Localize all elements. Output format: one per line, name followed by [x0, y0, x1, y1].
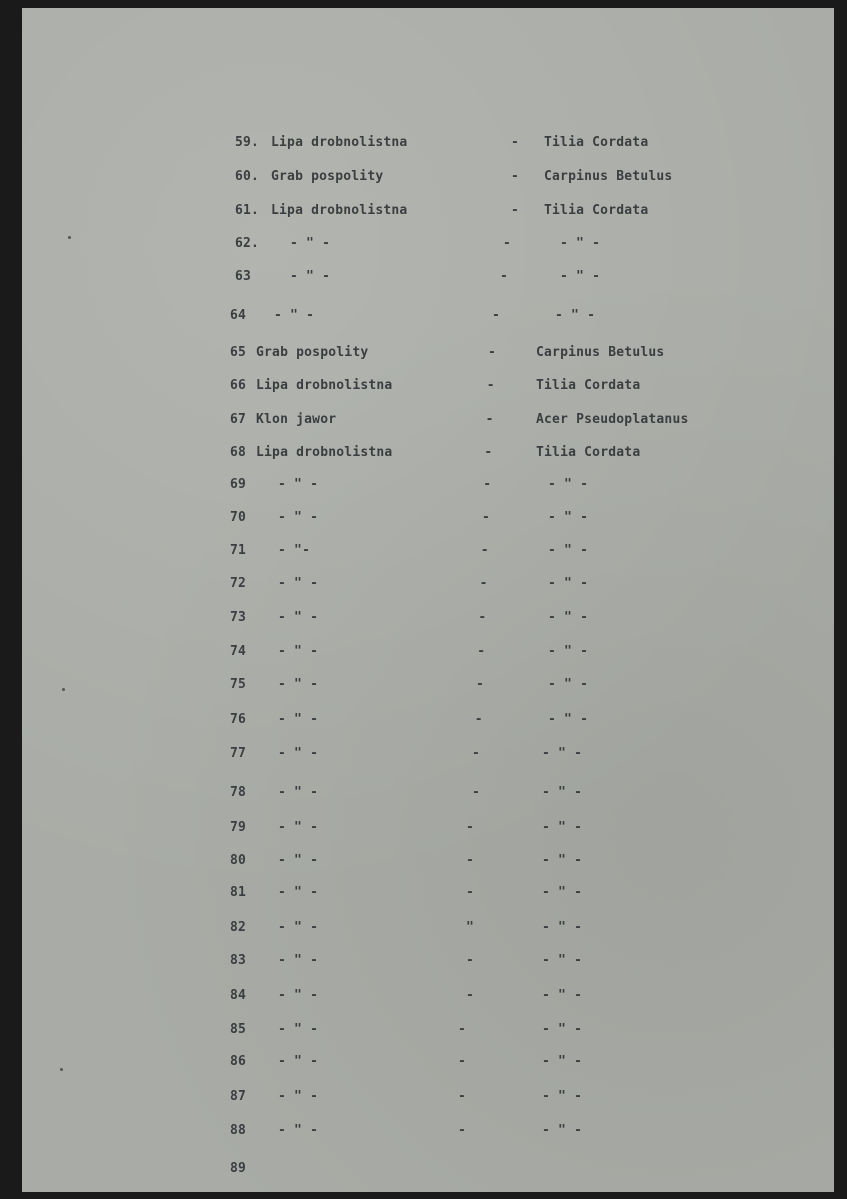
- list-item: [230, 1022, 834, 1044]
- separator-dash: -: [476, 677, 485, 692]
- separator-dash: -: [500, 269, 509, 284]
- list-item: [230, 677, 834, 699]
- list-item: [230, 378, 834, 400]
- polish-name: - " -: [278, 953, 319, 968]
- separator-dash: -: [482, 510, 491, 525]
- polish-name: - " -: [278, 576, 319, 591]
- polish-name: - " -: [278, 1054, 319, 1069]
- separator-dash: -: [511, 203, 520, 218]
- row-number: 59.: [235, 135, 260, 150]
- list-item: [230, 1054, 834, 1076]
- latin-name: - " -: [555, 308, 596, 323]
- polish-name: Grab pospolity: [256, 345, 369, 360]
- list-item: [230, 820, 834, 842]
- list-item: [235, 269, 834, 291]
- paper-speck: [68, 236, 71, 239]
- paper-speck: [60, 1068, 63, 1071]
- latin-name: - " -: [560, 269, 601, 284]
- latin-name: - " -: [542, 953, 583, 968]
- list-item: [230, 953, 834, 975]
- polish-name: - " -: [278, 785, 319, 800]
- separator-dash: -: [480, 543, 489, 558]
- latin-name: - " -: [542, 1054, 583, 1069]
- list-item: [235, 135, 834, 157]
- row-number: 87: [230, 1089, 247, 1104]
- row-number: 83: [230, 953, 247, 968]
- polish-name: - " -: [278, 1089, 319, 1104]
- separator-dash: -: [458, 1022, 467, 1037]
- row-number: 68: [230, 445, 247, 460]
- latin-name: - " -: [542, 885, 583, 900]
- separator-dash: -: [479, 576, 488, 591]
- separator-dash: -: [511, 135, 520, 150]
- latin-name: Carpinus Betulus: [544, 169, 673, 184]
- separator-dash: -: [466, 853, 475, 868]
- row-number: 85: [230, 1022, 247, 1037]
- polish-name: - " -: [278, 610, 319, 625]
- latin-name: - " -: [542, 746, 583, 761]
- row-number: 89: [230, 1161, 247, 1176]
- polish-name: - " -: [278, 712, 319, 727]
- row-number: 60.: [235, 169, 260, 184]
- latin-name: - " -: [542, 785, 583, 800]
- row-number: 65: [230, 345, 247, 360]
- row-number: 88: [230, 1123, 247, 1138]
- row-number: 79: [230, 820, 247, 835]
- separator-dash: -: [466, 820, 475, 835]
- separator-dash: -: [478, 610, 487, 625]
- separator-dash: -: [458, 1054, 467, 1069]
- row-number: 71: [230, 543, 247, 558]
- polish-name: - " -: [278, 820, 319, 835]
- list-item: [230, 510, 834, 532]
- row-number: 70: [230, 510, 247, 525]
- latin-name: - " -: [542, 820, 583, 835]
- list-item: [230, 712, 834, 734]
- latin-name: - " -: [548, 477, 589, 492]
- latin-name: Tilia Cordata: [544, 135, 649, 150]
- list-item: [230, 308, 834, 330]
- polish-name: Lipa drobnolistna: [256, 445, 393, 460]
- separator-dash: -: [458, 1123, 467, 1138]
- latin-name: - " -: [542, 1022, 583, 1037]
- list-item: [230, 543, 834, 565]
- row-number: 82: [230, 920, 247, 935]
- polish-name: Grab pospolity: [271, 169, 384, 184]
- separator-dash: -: [477, 644, 486, 659]
- polish-name: - " -: [274, 308, 315, 323]
- polish-name: - " -: [278, 644, 319, 659]
- row-number: 72: [230, 576, 247, 591]
- separator-dash: -: [458, 1089, 467, 1104]
- polish-name: - " -: [278, 677, 319, 692]
- separator-dash: -: [485, 412, 494, 427]
- polish-name: - " -: [278, 920, 319, 935]
- separator-dash: -: [492, 308, 501, 323]
- row-number: 64: [230, 308, 247, 323]
- list-item: [230, 920, 834, 942]
- latin-name: - " -: [548, 510, 589, 525]
- latin-name: - " -: [560, 236, 601, 251]
- separator-dash: -: [486, 378, 495, 393]
- latin-name: Tilia Cordata: [536, 378, 641, 393]
- latin-name: Tilia Cordata: [536, 445, 641, 460]
- row-number: 74: [230, 644, 247, 659]
- latin-name: Tilia Cordata: [544, 203, 649, 218]
- separator-dash: -: [472, 746, 481, 761]
- latin-name: - " -: [548, 543, 589, 558]
- row-number: 66: [230, 378, 247, 393]
- list-item: [230, 1089, 834, 1111]
- separator-dash: -: [488, 345, 497, 360]
- list-item: [230, 746, 834, 768]
- row-number: 73: [230, 610, 247, 625]
- row-number: 81: [230, 885, 247, 900]
- polish-name: - " -: [278, 885, 319, 900]
- latin-name: - " -: [548, 677, 589, 692]
- document-page: [22, 8, 834, 1192]
- list-item: [235, 169, 834, 191]
- paper-speck: [62, 688, 65, 691]
- row-number: 62.: [235, 236, 260, 251]
- polish-name: - " -: [278, 988, 319, 1003]
- row-number: 69: [230, 477, 247, 492]
- list-item: [230, 1161, 834, 1183]
- separator-dash: -: [472, 785, 481, 800]
- row-number: 80: [230, 853, 247, 868]
- row-number: 75: [230, 677, 247, 692]
- polish-name: - " -: [278, 1123, 319, 1138]
- row-number: 86: [230, 1054, 247, 1069]
- list-item: [230, 1123, 834, 1145]
- latin-name: - " -: [548, 644, 589, 659]
- polish-name: Klon jawor: [256, 412, 337, 427]
- latin-name: - " -: [548, 576, 589, 591]
- separator-dash: -: [484, 445, 493, 460]
- latin-name: - " -: [542, 853, 583, 868]
- list-item: [230, 610, 834, 632]
- row-number: 78: [230, 785, 247, 800]
- separator-dash: -: [466, 953, 475, 968]
- separator-dash: -: [466, 988, 475, 1003]
- separator-dash: -: [474, 712, 483, 727]
- list-item: [230, 785, 834, 807]
- list-item: [230, 988, 834, 1010]
- polish-name: - " -: [290, 269, 331, 284]
- list-item: [230, 345, 834, 367]
- polish-name: Lipa drobnolistna: [271, 203, 408, 218]
- latin-name: - " -: [548, 712, 589, 727]
- list-item: [230, 853, 834, 875]
- separator-dash: -: [466, 885, 475, 900]
- list-item: [230, 412, 834, 434]
- latin-name: - " -: [542, 1089, 583, 1104]
- latin-name: - " -: [542, 988, 583, 1003]
- polish-name: - " -: [278, 746, 319, 761]
- latin-name: Carpinus Betulus: [536, 345, 665, 360]
- row-number: 77: [230, 746, 247, 761]
- row-number: 61.: [235, 203, 260, 218]
- latin-name: - " -: [542, 1123, 583, 1138]
- polish-name: Lipa drobnolistna: [271, 135, 408, 150]
- list-item: [230, 445, 834, 467]
- polish-name: - " -: [278, 510, 319, 525]
- row-number: 76: [230, 712, 247, 727]
- separator-dash: -: [483, 477, 492, 492]
- latin-name: Acer Pseudoplatanus: [536, 412, 689, 427]
- list-item: [230, 477, 834, 499]
- list-item: [230, 576, 834, 598]
- separator-dash: -: [511, 169, 520, 184]
- row-number: 84: [230, 988, 247, 1003]
- separator-dash: ": [466, 920, 475, 935]
- separator-dash: -: [503, 236, 512, 251]
- latin-name: - " -: [548, 610, 589, 625]
- polish-name: - " -: [278, 477, 319, 492]
- list-item: [230, 644, 834, 666]
- row-number: 63: [235, 269, 252, 284]
- latin-name: - " -: [542, 920, 583, 935]
- polish-name: - " -: [278, 853, 319, 868]
- list-item: [230, 885, 834, 907]
- list-item: [235, 203, 834, 225]
- polish-name: Lipa drobnolistna: [256, 378, 393, 393]
- polish-name: - " -: [278, 1022, 319, 1037]
- list-item: [235, 236, 834, 258]
- row-number: 67: [230, 412, 247, 427]
- polish-name: - " -: [290, 236, 331, 251]
- polish-name: - "-: [278, 543, 311, 558]
